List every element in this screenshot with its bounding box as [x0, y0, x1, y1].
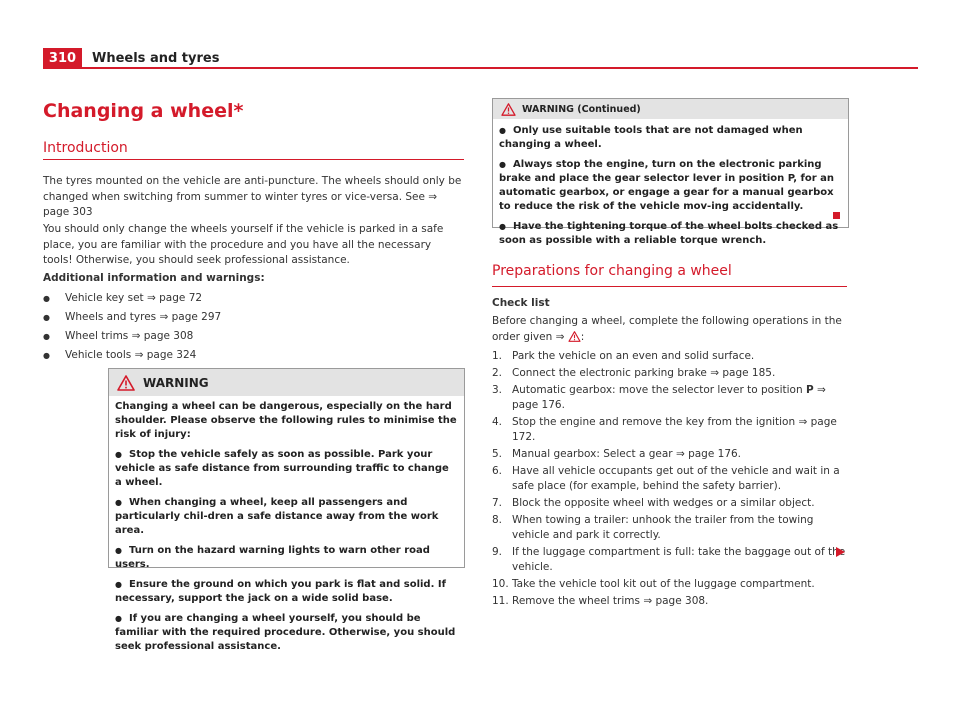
section-title: Preparations for changing a wheel [492, 263, 732, 279]
list-item: 9. If the luggage compartment is full: take the baggage out of the vehicle. [492, 546, 846, 573]
list-item[interactable]: ● Wheels and tyres ⇒ page 297 [43, 308, 464, 327]
list-item: 1. Park the vehicle on an even and solid surface. [492, 350, 755, 362]
checklist-intro: Before changing a wheel, complete the following operations in the order given ⇒ : [492, 314, 847, 347]
list-item[interactable]: ● Vehicle key set ⇒ page 72 [43, 289, 464, 308]
continue-arrow-icon [836, 547, 845, 557]
list-item[interactable]: ● Wheel trims ⇒ page 308 [43, 327, 464, 346]
warning-item: ● Only use suitable tools that are not damaged when changing a wheel. [499, 125, 803, 150]
subheading-divider [43, 159, 464, 160]
list-item[interactable]: 11. Remove the wheel trims ⇒ page 308. [492, 595, 709, 607]
page-heading: Changing a wheel* [43, 100, 244, 122]
warning-content [109, 396, 464, 664]
warning-item: ● When changing a wheel, keep all passengers and particularly chil-dren a safe distance away from the work area. [115, 497, 439, 536]
subheading-introduction: Introduction [43, 140, 128, 156]
list-item: 8. When towing a trailer: unhook the trailer from the towing vehicle and park it correctly. [492, 514, 814, 541]
bullet-icon: ● [115, 498, 122, 507]
additional-info-label: Additional information and warnings: [43, 272, 265, 284]
warning-triangle-icon [501, 103, 516, 116]
bullet-icon: ● [115, 580, 122, 589]
warning-continued-header [493, 99, 848, 119]
checklist-label: Check list [492, 297, 550, 309]
warning-continued-content [493, 119, 848, 252]
list-item: 7. Block the opposite wheel with wedges or a similar object. [492, 497, 815, 509]
bullet-icon: ● [115, 614, 122, 623]
warning-item: ● Always stop the engine, turn on the electronic parking brake and place the gear selector lever in position P, for an automatic gearbox, or engage a gear for a manual gearbox to reduce the risk of the vehicle mov-ing accidentally. [499, 159, 835, 212]
warning-title: WARNING [143, 375, 209, 390]
warning-box [108, 368, 465, 652]
section-end-marker [833, 212, 840, 219]
safety-paragraph: You should only change the wheels yourself if the vehicle is parked in a safe place, you are familiar with the procedure and you have all the necessary tools! Otherwise, you should seek professional assistance. [43, 223, 444, 266]
warning-item: ● Have the tightening torque of the wheel bolts checked as soon as possible with a reliable torque wrench. [499, 221, 839, 246]
intro-paragraph: The tyres mounted on the vehicle are anti-puncture. The wheels should only be changed when switching from summer to winter tyres or vice-versa. See ⇒ page 303 [43, 175, 462, 218]
warning-item: ● Stop the vehicle safely as soon as possible. Park your vehicle as safe distance from surrounding traffic to change a wheel. [115, 449, 449, 488]
list-item: 6. Have all vehicle occupants get out of the vehicle and wait in a safe place (for example, behind the safety barrier). [492, 465, 840, 492]
page-number: 310 [43, 48, 82, 68]
warning-item: ● If you are changing a wheel yourself, you should be familiar with the required procedure. Otherwise, you should seek professional assistance. [115, 613, 456, 652]
warning-header [109, 369, 464, 396]
warning-item: ● Turn on the hazard warning lights to warn other road users. [115, 545, 430, 570]
list-item[interactable]: 2. Connect the electronic parking brake ⇒ page 185. [492, 367, 776, 379]
warning-triangle-icon [117, 375, 135, 391]
list-item[interactable]: 5. Manual gearbox: Select a gear ⇒ page 176. [492, 448, 742, 460]
header-divider [43, 67, 918, 69]
warning-continued-title: WARNING (Continued) [522, 103, 641, 115]
list-item[interactable]: 3. Automatic gearbox: move the selector lever to position P ⇒ page 176. [492, 384, 826, 411]
warning-ref-icon[interactable] [568, 331, 581, 348]
running-header: Wheels and tyres [92, 51, 220, 66]
list-item: 10. Take the vehicle tool kit out of the luggage compartment. [492, 578, 815, 590]
checklist-steps [492, 349, 850, 611]
warning-intro: Changing a wheel can be dangerous, especially on the hard shoulder. Please observe the following rules to minimise the risk of injury: [115, 401, 457, 440]
section-divider [492, 286, 847, 287]
bullet-icon: ● [115, 450, 122, 459]
warning-continued-box [492, 98, 849, 246]
warning-item: ● Ensure the ground on which you park is flat and solid. If necessary, support the jack on a wide solid base. [115, 579, 446, 604]
list-item[interactable]: 4. Stop the engine and remove the key from the ignition ⇒ page 172. [492, 416, 837, 443]
bullet-icon: ● [115, 546, 122, 555]
additional-info-list [43, 289, 464, 365]
list-item[interactable]: ● Vehicle tools ⇒ page 324 [43, 346, 464, 365]
